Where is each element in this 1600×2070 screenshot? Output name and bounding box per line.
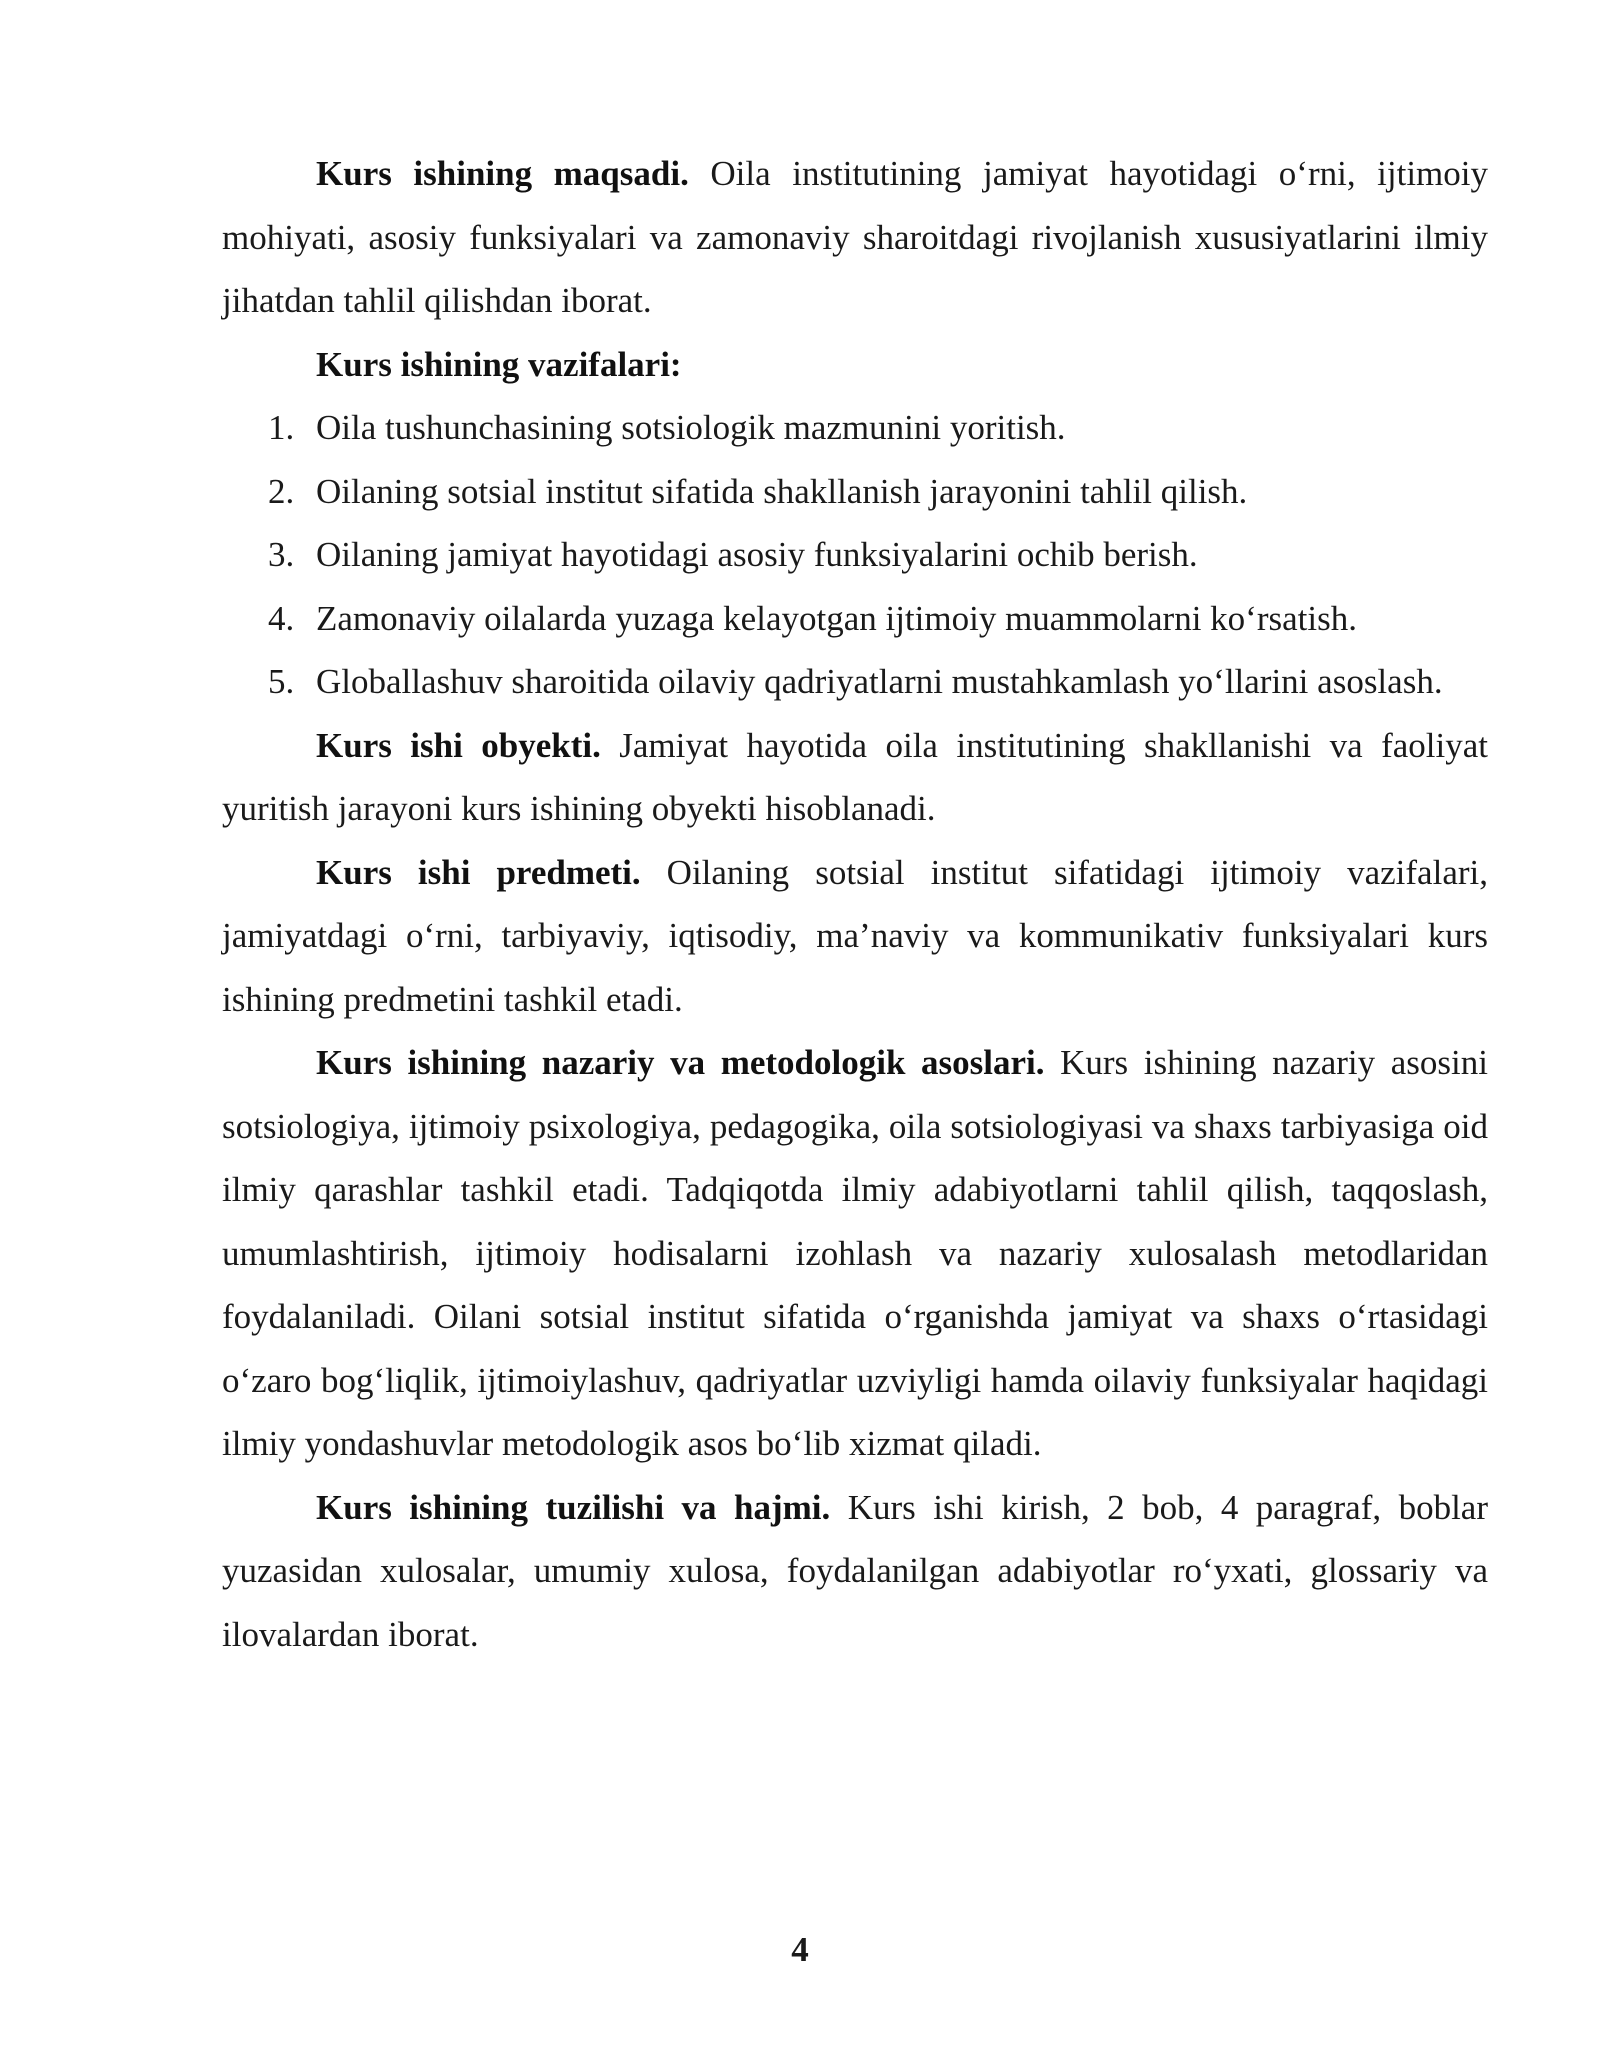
paragraph-tuzilish (222, 1476, 1488, 1667)
list-item-number: 4. (268, 598, 295, 638)
page-number: 4 (791, 1930, 809, 1969)
list-item (222, 523, 1488, 587)
text-asoslar: Kurs ishining nazariy asosini sotsiologiya, ijtimoiy psixologiya, pedagogika, oila sotsiologiyasi va shaxs tarbiyasiga oid ilmiy qarashlar tashkil etadi. Tadqiqotda ilmiy adabiyotlarni tahlil qilish, taqqoslash, umumlashtirish, ijtimoiy hodisalarni izohlash va nazariy xulosalash metodlaridan foydalaniladi. Oilani sotsial institut sifatida o‘rganishda jamiyat va shaxs o‘rtasidagi o‘zaro bog‘liqlik, ijtimoiylashuv, qadriyatlar uzviyligi hamda oilaviy funksiyalar haqidagi ilmiy yondashuvlar metodologik asos bo‘lib xizmat qiladi. (222, 1043, 1488, 1463)
list-item-text: Oilaning jamiyat hayotidagi asosiy funksiyalarini ochib berish. (316, 535, 1198, 574)
heading-predmet: Kurs ishi predmeti. (316, 852, 641, 892)
list-item-number: 1. (268, 408, 295, 447)
list-item (222, 650, 1488, 714)
paragraph-predmet (222, 841, 1488, 1032)
list-item-text: Zamonaviy oilalarda yuzaga kelayotgan ijtimoiy muammolarni ko‘rsatish. (316, 598, 1357, 638)
text-predmet: Oilaning sotsial institut sifatidagi ijtimoiy vazifalari, jamiyatdagi o‘rni, tarbiyaviy, iqtisodiy, ma’naviy va kommunikativ funksiyalari kurs ishining predmetini tashkil etadi. (222, 852, 1488, 1019)
paragraph-vazifalar (222, 333, 1488, 397)
tasks-list (222, 396, 1488, 714)
heading-asoslar: Kurs ishining nazariy va metodologik asoslari. (316, 1043, 1045, 1082)
text-obyekt: Jamiyat hayotida oila institutining shakllanishi va faoliyat yuritish jarayoni kurs ishining obyekti hisoblanadi. (222, 725, 1488, 828)
heading-vazifalar: Kurs ishining vazifalari: (316, 344, 682, 384)
list-item-number: 2. (268, 471, 295, 511)
list-item (222, 396, 1488, 460)
text-tuzilish: Kurs ishi kirish, 2 bob, 4 paragraf, boblar yuzasidan xulosalar, umumiy xulosa, foydalanilgan adabiyotlar ro‘yxati, glossariy va ilovalardan iborat. (222, 1487, 1488, 1654)
list-item-text: Oilaning sotsial institut sifatida shakllanish jarayonini tahlil qilish. (316, 471, 1248, 511)
heading-maqsad: Kurs ishining maqsadi. (316, 154, 689, 193)
list-item (222, 460, 1488, 524)
document-page (222, 142, 1488, 1666)
text-maqsad: Oila institutining jamiyat hayotidagi o‘rni, ijtimoiy mohiyati, asosiy funksiyalari va zamonaviy sharoitdagi rivojlanish xususiyatlarini ilmiy jihatdan tahlil qilishdan iborat. (222, 154, 1488, 320)
paragraph-asoslar (222, 1031, 1488, 1476)
list-item (222, 587, 1488, 651)
list-item-text: Globallashuv sharoitida oilaviy qadriyatlarni mustahkamlash yo‘llarini asoslash. (316, 662, 1443, 701)
list-item-number: 5. (268, 662, 295, 701)
list-item-number: 3. (268, 535, 295, 574)
heading-tuzilish: Kurs ishining tuzilishi va hajmi. (316, 1487, 831, 1527)
list-item-text: Oila tushunchasining sotsiologik mazmunini yoritish. (316, 408, 1066, 447)
heading-obyekt: Kurs ishi obyekti. (316, 725, 601, 765)
paragraph-maqsad (222, 142, 1488, 333)
paragraph-obyekt (222, 714, 1488, 841)
